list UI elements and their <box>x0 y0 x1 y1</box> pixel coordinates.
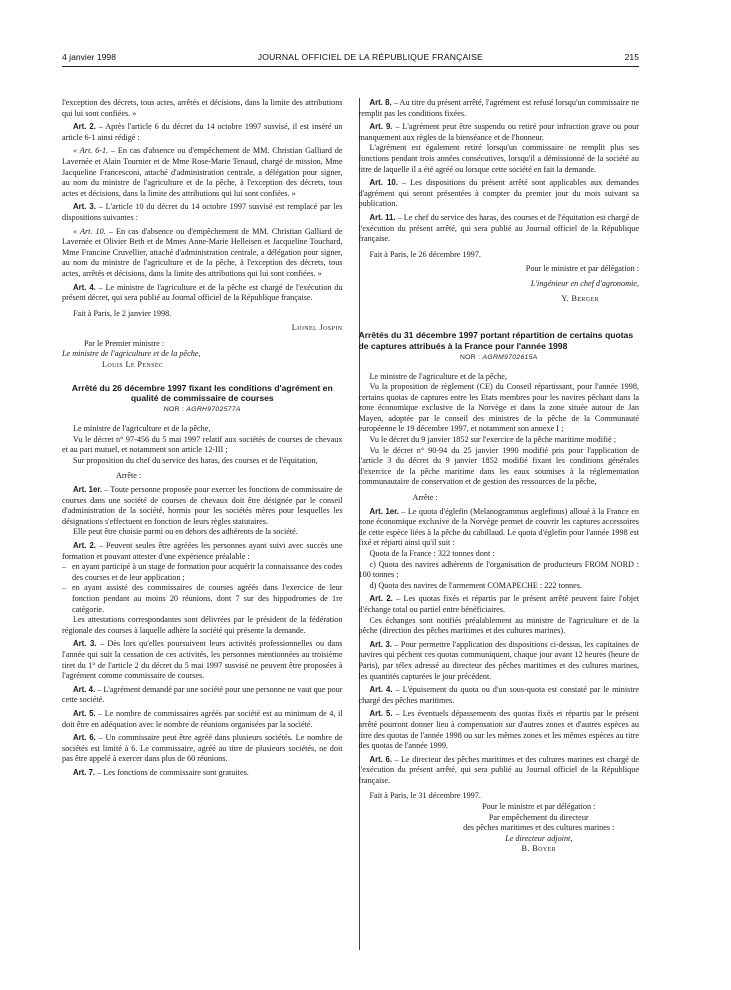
article-text: – L'agrément demandé par une société pour une personne ne vaut que pour cette société. <box>62 684 343 705</box>
signature-line: Pour le ministre et par délégation : <box>525 264 639 274</box>
left-column <box>62 98 343 962</box>
article-4 <box>62 283 343 304</box>
article-6 <box>62 733 343 765</box>
fait-a-paris: Fait à Paris, le 2 janvier 1998. <box>73 308 172 318</box>
list-item: – en ayant assisté des commissaires de courses agréés dans l'exercice de leur fonction pendant au moins 20 réunions, dont 7 sur des hippodromes de 1re catégorie. <box>62 583 343 615</box>
quota-line: Quota de la France : 322 tonnes dont : <box>369 549 495 558</box>
signature: B. Boyer <box>521 844 557 854</box>
article-5 <box>359 709 640 751</box>
par-premier-ministre: Par le Premier ministre : <box>84 338 165 348</box>
article-7 <box>62 768 343 779</box>
article-9 <box>359 122 640 143</box>
nor-reference <box>359 353 640 364</box>
visa: Sur proposition du chef du service des haras, des courses et de l'équitation, <box>73 455 318 465</box>
article-text: – Toute personne proposée pour exercer les fonctions de commissaire de courses dans une société de courses de chevaux doit être désignée par le conseil d'administration de la société, hormis pour les sociétés mères pour lesquelles les désignations s'effectuent en fonction de leurs règles statutaires. <box>62 485 343 526</box>
section-heading: Arrêté du 26 décembre 1997 fixant les conditions d'agrément en qualité de commissaire de courses <box>71 382 333 404</box>
article-text: – Après l'article 6 du décret du 14 octobre 1997 susvisé, il est inséré un article 6-1 ainsi rédigé : <box>62 122 343 142</box>
article-label: Art. 7. <box>73 767 96 777</box>
article-text: – Le ministre de l'agriculture et de la pêche est chargé de l'exécution du présent décret, qui sera publié au Journal officiel de la République française. <box>62 282 343 303</box>
bullet-list <box>62 562 343 615</box>
columns <box>62 98 639 962</box>
article-text: – L'agrément peut être suspendu ou retiré pour infraction grave ou pour manquement aux règles de la bienséance et de l'honneur. <box>358 122 639 142</box>
article-label: Art. 4. <box>369 685 393 695</box>
nor-label: NOR : <box>459 353 483 361</box>
page-header <box>62 52 639 62</box>
header-date: 4 janvier 1998 <box>62 52 116 62</box>
signature-line: Par empêchement du directeur <box>488 812 589 822</box>
article-text: – Peuvent seules être agréées les personnes ayant suivi avec succès une formation et pouvant attester d'une expérience préalable : <box>62 541 343 561</box>
article-label: Art. 4. <box>73 282 96 292</box>
article-11 <box>359 213 640 245</box>
paragraph: Ces échanges sont notifiés préalablement au ministre de l'agriculture et de la pêche (direction des pêches maritimes et des cultures marines). <box>358 615 639 636</box>
nor-label: NOR : <box>163 406 187 414</box>
article-3 <box>359 640 640 682</box>
article-label: Art. 3. <box>369 639 392 649</box>
article-label: Art. 3. <box>73 202 96 212</box>
article-text: – Un commissaire peut être agréé dans plusieurs sociétés. Le nombre de sociétés est limité à 6. Le commissaire, agréé au titre de plusieurs sociétés, ne doit pas être appelé à exercer dans plus de 60 réunions. <box>62 733 343 764</box>
arrete-label: Arrête : <box>116 471 142 481</box>
article-text: – Les dispositions du présent arrêté sont applicables aux demandes d'agrément qui seront présentées à compter du premier jour du mois suivant sa publication. <box>358 178 639 209</box>
section-heading: Arrêtés du 31 décembre 1997 portant répartition de certains quotas de captures attribués à la France pour l'année 1998 <box>358 330 634 351</box>
paragraph: L'agrément est également retiré lorsqu'un commissaire ne remplit plus ses fonctions pendant trois années consécutives, lorsqu'il a démissionné de la société au titre de laquelle il a été agréé ou lorsque cette société en fait la demande. <box>358 143 639 174</box>
article-text: – Pour permettre l'application des dispositions ci-dessus, les capitaines de navires qui pêchent ces quotas communiquent, chaque jour avant 12 heures (heure de Paris), par télex adressé au directeur des pêches maritimes et des cultures marines, les quantités capturées le jour précédent. <box>358 639 639 681</box>
visa: Vu le décret n° 90-94 du 25 janvier 1990 modifié pris pour l'application de l'article 3 du décret du 9 janvier 1852 modifié fixant les conditions générales d'exercice de la pêche maritime dans les eaux soumises à la réglementation communautaire de conservation et de gestion des ressources de la pêche, <box>358 445 639 487</box>
visa: Vu le décret du 9 janvier 1852 sur l'exercice de la pêche maritime modifié ; <box>369 435 617 445</box>
article-text: – Les fonctions de commissaire sont gratuites. <box>95 767 249 777</box>
article-label: Art. 5. <box>73 708 96 718</box>
signature-title: L'ingénieur en chef d'agronomie, <box>530 278 639 288</box>
article-label: Art. 11. <box>369 212 396 222</box>
article-label: Art. 8. <box>369 98 392 107</box>
article-label: Art. 2. <box>369 594 393 604</box>
signature: Lionel Jospin <box>291 323 343 333</box>
visa: Le ministre de l'agriculture et de la pêche, <box>369 371 507 381</box>
signature-title: Le directeur adjoint, <box>505 833 573 843</box>
paragraph: Elle peut être choisie parmi ou en dehors des adhérents de la société. <box>73 527 298 537</box>
paragraph: l'exception des décrets, tous actes, arrêtés et décisions, dans la limite des attributions qui lui sont confiées. » <box>62 98 343 118</box>
article-8 <box>359 98 640 119</box>
nor-code: AGRM9702615A <box>482 353 538 361</box>
header-rule <box>62 66 639 67</box>
article-label: Art. 3. <box>73 639 97 649</box>
article-text: – Le directeur des pêches maritimes et des cultures marines est chargé de l'exécution du présent arrêté, qui sera publié au Journal officiel de la République française. <box>358 754 639 785</box>
page-number: 215 <box>624 52 639 62</box>
article-10 <box>62 227 343 280</box>
article-3 <box>62 639 343 681</box>
article-text: – Le chef du service des haras, des courses et de l'équitation est chargé de l'exécution du présent arrêté, qui sera publié au Journal officiel de la République française. <box>358 212 639 244</box>
article-text: – L'épuisement du quota ou d'un sous-quota est constaté par le ministre chargé des pêches maritimes. <box>358 685 639 705</box>
signature: Louis Le Pensec <box>102 360 164 370</box>
article-label: Art. 6. <box>369 754 393 764</box>
article-label: Art. 6. <box>73 733 96 743</box>
header-title: JOURNAL OFFICIEL DE LA RÉPUBLIQUE FRANÇAISE <box>257 52 483 62</box>
article-label: Art. 9. <box>369 122 393 132</box>
article-text: – Le quota d'églefin (Melanogrammus aeglefinus) alloué à la France en zone économique exclusive de la Norvège permet de couvrir les captures accessoires de cette espèce liées à la pêche du cabillaud. Le quota d'églefin pour l'année 1998 est fixé et réparti ainsi qu'il suit : <box>358 506 639 548</box>
article-text: – Au titre du présent arrêté, l'agrément est refusé lorsqu'un commissaire ne remplit pas les conditions fixées. <box>358 98 639 118</box>
article-text: – En cas d'absence ou d'empêchement de MM. Christian Galliard de Lavernée et Olivier Beth et de Mmes Anne-Marie Helleisen et Jacqueline Touchard, Mme Francine Cruvellier, attaché d'administration centrale, a délégation pour signer, au nom du ministre de l'agriculture et de la pêche, à l'exception des décrets, tous actes, arrêtés et décisions, dans la limite des attributions qui lui sont confiées. » <box>62 226 343 278</box>
visa: Le ministre de l'agriculture et de la pêche, <box>73 424 211 434</box>
right-column <box>359 98 640 962</box>
article-text: – Le nombre de commissaires agréés par société est au minimum de 4, il doit être en adéquation avec le nombre de réunions organisées par la société. <box>62 708 343 729</box>
fait-a-paris: Fait à Paris, le 31 décembre 1997. <box>369 791 481 801</box>
minister-title: Le ministre de l'agriculture et de la pêche, <box>62 349 201 359</box>
article-10 <box>359 178 640 210</box>
visa: Vu le décret n° 97-456 du 5 mai 1997 relatif aux sociétés de courses de chevaux et au pari mutuel, et notamment son article 12-III ; <box>62 434 343 455</box>
article-text: – Les quotas fixés et répartis par le présent arrêté peuvent faire l'objet d'échange total ou partiel entre bénéficiaires. <box>358 594 639 614</box>
article-2 <box>359 594 640 615</box>
nor-reference <box>62 405 343 416</box>
article-label: Art. 1er. <box>73 485 103 495</box>
article-6 <box>359 755 640 787</box>
article-1 <box>359 507 640 549</box>
paragraph: Les attestations correspondantes sont délivrées par le président de la fédération régionale des courses à laquelle adhère la société qui présente la demande. <box>62 615 343 635</box>
article-4 <box>62 685 343 706</box>
article-label: Art. 10. <box>369 178 398 188</box>
article-label: « Art. 6-1. <box>73 146 109 156</box>
article-label: Art. 2. <box>73 541 97 550</box>
list-item: – en ayant participé à un stage de formation pour acquérir la connaissance des codes des courses et de leur application ; <box>62 562 343 583</box>
quota-line: d) Quota des navires de l'armement COMAPECHE : 222 tonnes. <box>369 580 582 590</box>
signature: Y. Berger <box>561 293 599 303</box>
article-label: Art. 4. <box>73 684 96 694</box>
signature-line: des pêches maritimes et des cultures marines : <box>463 823 615 833</box>
arrete-label: Arrête : <box>412 493 438 503</box>
article-text: – Les éventuels dépassements des quotas fixés et répartis par le présent arrêté pourront donner lieu à compensation sur d'autres zones et d'autres espèces au titre des quotas de l'année 1998 ou sur les mêmes zones et les mêmes espèces au titre des quotas de l'année 1999. <box>358 709 639 751</box>
article-label: Art. 1er. <box>369 506 399 516</box>
article-label: Art. 5. <box>369 709 393 719</box>
article-1 <box>62 485 343 527</box>
fait-a-paris: Fait à Paris, le 26 décembre 1997. <box>369 249 481 259</box>
article-text: – En cas d'absence ou d'empêchement de MM. Christian Galliard de Lavernée et Alain Tournier et de Mme Rose-Marie Tenaud, chargé de mission, Mme Jacqueline Francesconi, attaché d'administration centrale, a délégation pour signer, au nom du ministre de l'agriculture et de la pêche, à l'exception des décrets, tous actes et décisions, dans la limite des attributions qui lui sont confiées. » <box>62 146 343 198</box>
article-3 <box>62 202 343 223</box>
article-text: – L'article 10 du décret du 14 octobre 1997 susvisé est remplacé par les dispositions suivantes : <box>62 202 343 222</box>
article-2 <box>62 122 343 143</box>
article-label: « Art. 10. <box>73 226 106 236</box>
article-4 <box>359 685 640 706</box>
article-label: Art. 2. <box>73 122 96 132</box>
article-2 <box>62 541 343 562</box>
signature-line: Pour le ministre et par délégation : <box>482 802 596 812</box>
article-text: – Dès lors qu'elles poursuivent leurs activités professionnelles ou dans l'année qui suit la cessation de ces activités, les personnes mentionnées au troisième tiret du 1° de l'article 2 du décret du 5 mai 1997 susvisé ne peuvent être proposées à l'agrément comme commissaire de courses. <box>62 639 343 681</box>
article-6-1 <box>62 146 343 199</box>
nor-code: AGRH9702577A <box>186 406 241 414</box>
article-5 <box>62 709 343 730</box>
visa: Vu la proposition de règlement (CE) du Conseil répartissant, pour l'année 1998, certains quotas de captures entre les Etats membres pour les navires pêchant dans la zone économique exclusive de la Norvège et dans la zone située autour de Jan Mayen, adoptée par le conseil des ministres de la pêche de la Communauté européenne le 19 décembre 1997, et notamment son annexe I ; <box>358 382 639 434</box>
quota-line: c) Quota des navires adhérents de l'organisation de producteurs FROM NORD : 100 tonnes ; <box>358 559 639 580</box>
